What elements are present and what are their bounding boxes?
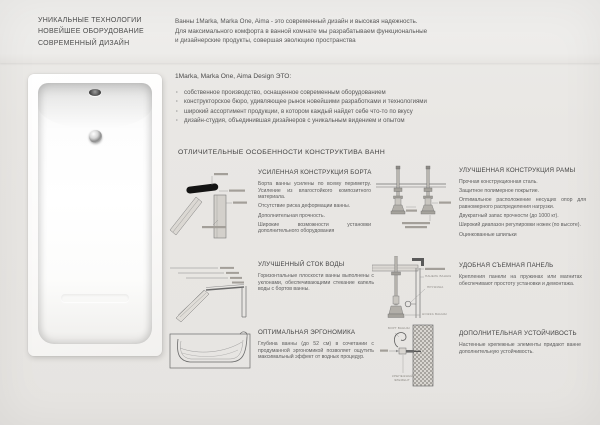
brand-title: 1Marka, Marka One, Aima Design ЭТО: (175, 73, 292, 80)
page-title-line: УНИКАЛЬНЫЕ ТЕХНОЛОГИИ (38, 17, 142, 24)
wall-mount-diagram (380, 324, 456, 404)
bullet-text: собственное производство, оснащенное современным оборудованием (184, 89, 386, 96)
brand-bullet (175, 116, 435, 125)
brand-bullet (175, 88, 435, 97)
bullet-text: дизайн-студия, объединившая дизайнеров с уникальным видением и опытом (184, 117, 405, 125)
bullet-text: конструкторское бюро, удивляющее рынок новейшими разработками и технологиями (184, 98, 427, 106)
feature-paragraph: Прочная конструкционная сталь. (459, 179, 538, 185)
feature-paragraph: Защитное полимерное покрытие. (459, 188, 540, 195)
feature-paragraph: Настенные крепежные элементы придают ванне дополнительную устойчивость. (459, 342, 581, 355)
leg-label: НОЖКА ВАННЫ (422, 312, 447, 316)
feature-title: УЛУЧШЕННАЯ КОНСТРУКЦИЯ РАМЫ (459, 167, 576, 174)
feature-paragraph: Отсутствие риска деформации ванны. (258, 203, 351, 210)
feature-water-drain (258, 261, 374, 295)
water-drain-icon (168, 262, 256, 324)
feature-paragraph: Широкий диапазон регулировки ножек (по высоте). (459, 222, 581, 229)
feature-paragraph: Борта ванны усилены по всему периметру. Усиление из влагостойкого композитного материала. (258, 181, 371, 201)
brand-bullet (175, 97, 435, 106)
mount-label-line2: ЭЛЕМЕНТ (394, 378, 410, 382)
bathtub-photo (28, 74, 162, 356)
intro-line: Для максимального комфорта в ванной комнате мы разрабатываем функциональные (175, 27, 428, 35)
page-title-line: СОВРЕМЕННЫЙ ДИЗАЙН (38, 39, 130, 47)
overflow-hole (89, 89, 101, 96)
mount-label-line1: КРЕПЕЖНЫЙ (392, 374, 414, 378)
rim-construction-diagram (168, 170, 256, 250)
feature-paragraph: Оцинкованные шпильки (459, 231, 517, 238)
tub-rim-label: БОРТ ВАННЫ (388, 326, 410, 330)
bathtub-basin (38, 83, 152, 344)
anti-slip-ridge (61, 294, 129, 302)
feature-paragraph: Крепления панели на пружинах или магнитах обеспечивают простоту установки и демонтажа. (459, 274, 582, 287)
spring-label: ПРУЖИНА (427, 285, 444, 289)
feature-paragraph: Двукратный запас прочности (до 1000 кг). (459, 213, 559, 220)
support-frame-diagram (372, 163, 452, 263)
page-title-line: НОВЕЙШЕЕ ОБОРУДОВАНИЕ (38, 28, 144, 36)
rim-cross-section-icon (168, 170, 256, 250)
feature-removable-panel (459, 262, 582, 290)
water-drain-diagram (168, 262, 256, 324)
drain-chrome-cap (89, 130, 102, 143)
feature-ergonomics (258, 329, 374, 363)
feature-improved-frame (459, 167, 586, 241)
feature-reinforced-rim (258, 169, 371, 238)
feature-title: ДОПОЛНИТЕЛЬНАЯ УСТОЙЧИВОСТЬ (459, 330, 577, 337)
intro-line: Ванны 1Marka, Marka One, Aima - это современный дизайн и высокая надежность. (175, 18, 418, 25)
support-frame-icon (372, 163, 452, 263)
wall-mount-icon (380, 324, 456, 404)
features-section-title: ОТЛИЧИТЕЛЬНЫЕ ОСОБЕННОСТИ КОНСТРУКТИВА ВАНН (178, 149, 386, 156)
bullet-text: широкий ассортимент продукции, в котором каждый найдет себе что-то по вкусу (184, 107, 413, 115)
feature-paragraph: Оптимальное расположение несущих опор для равномерного распределения нагрузки. (459, 197, 586, 210)
ergonomics-icon (168, 328, 256, 386)
feature-wall-stability (459, 330, 581, 358)
page-title (38, 15, 144, 49)
panel-label: ПАНЕЛЬ ВАННЫ (425, 274, 452, 278)
ergonomics-diagram (168, 328, 256, 386)
brand-bullet (175, 107, 435, 116)
feature-title: УСИЛЕННАЯ КОНСТРУКЦИЯ БОРТА (258, 169, 372, 176)
intro-line: и дизайнерские продукты, совершая эволюцию пространства (175, 37, 356, 45)
feature-paragraph: Горизонтальные плоскости ванны выполнены с уклонами, обеспечивающими стекание капель воды с бортов ванны. (258, 273, 374, 293)
feature-title: ОПТИМАЛЬНАЯ ЭРГОНОМИКА (258, 329, 356, 336)
feature-title: УДОБНАЯ СЪЕМНАЯ ПАНЕЛЬ (459, 262, 554, 269)
intro-paragraph (175, 17, 427, 46)
feature-paragraph: Широкие возможности установки дополнительного оборудования (258, 221, 371, 235)
brand-block (175, 73, 435, 126)
feature-title: УЛУЧШЕННЫЙ СТОК ВОДЫ (258, 261, 345, 268)
feature-paragraph: Дополнительная прочность. (258, 212, 326, 219)
feature-paragraph: Глубина ванны (до 52 см) в сочетании с продуманной эргономикой позволяет ощутить максимальный эффект от водных процедур. (258, 341, 374, 361)
